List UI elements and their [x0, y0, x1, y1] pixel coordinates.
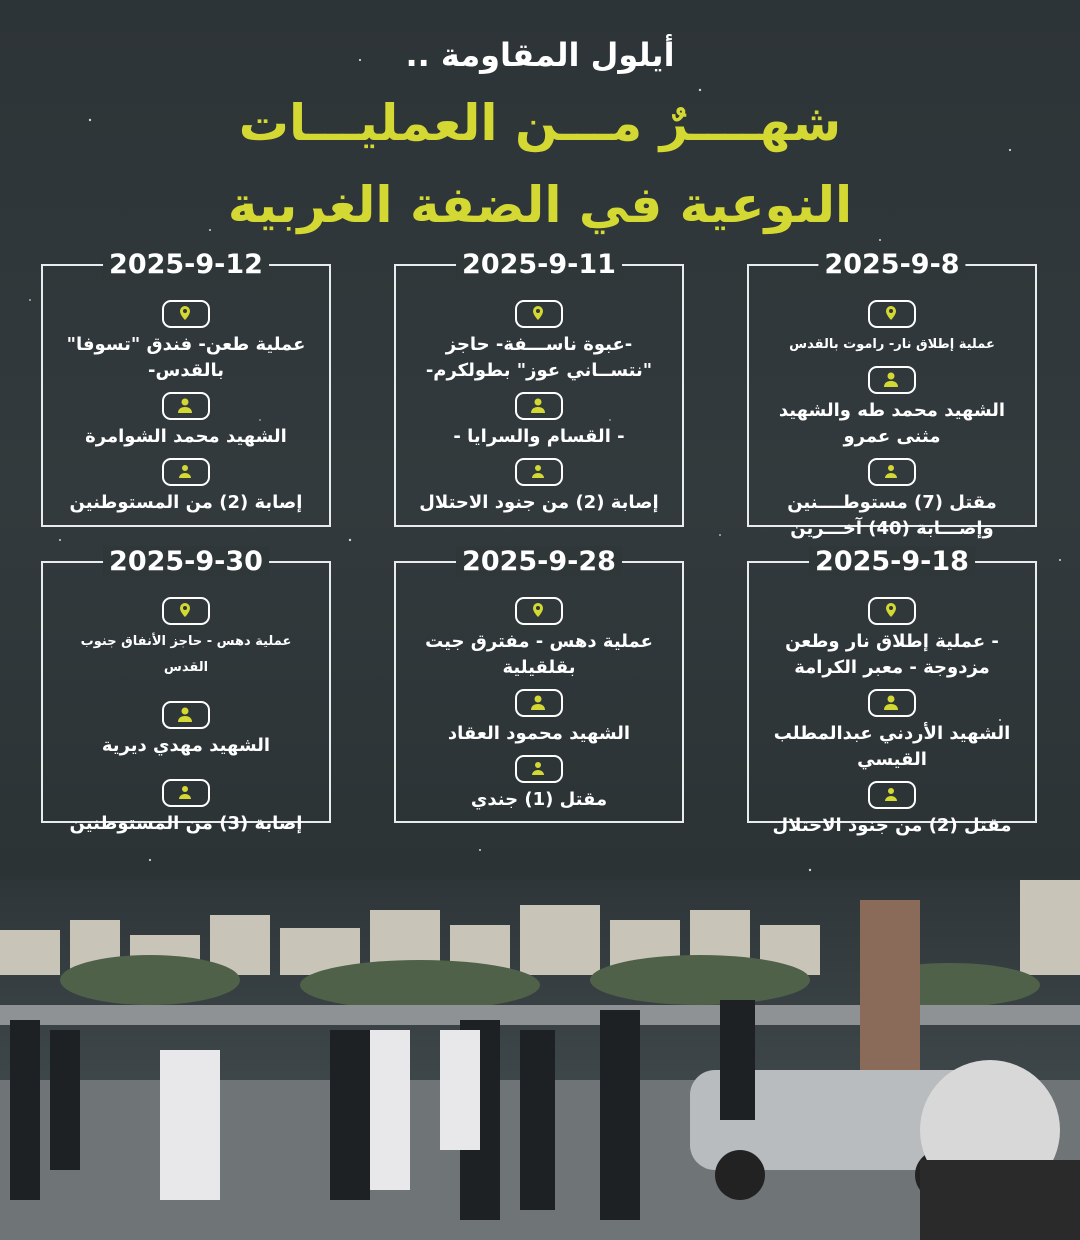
person-icon — [868, 366, 916, 394]
card-date: 2025-9-8 — [818, 249, 965, 280]
map-pin-icon — [162, 300, 210, 328]
header — [0, 30, 1080, 238]
person-icon — [162, 392, 210, 420]
people-icon — [515, 458, 563, 486]
map-pin-icon — [162, 597, 210, 625]
card-martyr: الشهيد محمود العقاد — [447, 723, 631, 744]
card-date: 2025-9-18 — [809, 546, 975, 577]
people-icon — [162, 779, 210, 807]
card-date: 2025-9-30 — [103, 546, 269, 577]
subtitle: أيلول المقاومة .. — [405, 36, 675, 74]
title-line-2: النوعية في الضفة الغربية — [227, 176, 853, 234]
card-martyr: الشهيد مهدي ديرية — [101, 735, 271, 756]
card-martyr: - القسام والسرايا - — [453, 426, 625, 447]
card-martyr: الشهيد الأردني عبدالمطلب القيسي — [773, 723, 1011, 770]
card-martyr: الشهيد محمد طه والشهيد مثنى عمرو — [778, 400, 1006, 447]
people-icon — [515, 755, 563, 783]
card-date: 2025-9-12 — [103, 249, 269, 280]
card-location: عملية إطلاق نار- راموت بالقدس — [789, 337, 995, 352]
operation-card-2025-9-18 — [747, 546, 1037, 836]
person-icon — [162, 701, 210, 729]
card-martyr: الشهيد محمد الشوامرة — [85, 426, 287, 447]
card-result: إصابة (2) من جنود الاحتلال — [419, 492, 659, 513]
card-location: عملية دهس - حاجز الأنفاق جنوب القدس — [80, 634, 292, 675]
card-result: مقتل (1) جندي — [470, 789, 608, 810]
map-pin-icon — [868, 597, 916, 625]
operation-card-2025-9-28 — [394, 546, 684, 823]
person-icon — [515, 392, 563, 420]
operation-card-2025-9-30 — [41, 546, 331, 834]
scene-photo — [0, 880, 1080, 1240]
operation-card-2025-9-8 — [747, 249, 1037, 539]
card-date: 2025-9-11 — [456, 249, 622, 280]
map-pin-icon — [515, 300, 563, 328]
card-location: - عملية إطلاق نار وطعن مزدوجة - معبر الكرامة — [785, 631, 999, 678]
card-location: عملية طعن- فندق "تسوفا" بالقدس- — [66, 334, 306, 381]
card-location: عملية دهس - مفترق جيت بقلقيلية — [425, 631, 653, 678]
map-pin-icon — [515, 597, 563, 625]
person-icon — [868, 689, 916, 717]
people-icon — [162, 458, 210, 486]
person-icon — [515, 689, 563, 717]
card-result: مقتل (2) من جنود الاحتلال — [772, 815, 1012, 836]
title-line-1: شهــــرٌ مـــن العمليـــات — [238, 94, 842, 152]
map-pin-icon — [868, 300, 916, 328]
card-location: -عبوة ناســـفة- حاجز "نتســاني عوز" بطولكرم- — [425, 334, 653, 381]
operation-card-2025-9-12 — [41, 249, 331, 527]
card-result: مقتل (7) مستوطــــنين وإصـــابة (40) آخـــرين — [787, 492, 997, 539]
card-result: إصابة (3) من المستوطنين — [69, 813, 303, 834]
card-result: إصابة (2) من المستوطنين — [69, 492, 303, 513]
people-icon — [868, 781, 916, 809]
card-date: 2025-9-28 — [456, 546, 622, 577]
people-icon — [868, 458, 916, 486]
operation-card-2025-9-11 — [394, 249, 684, 527]
